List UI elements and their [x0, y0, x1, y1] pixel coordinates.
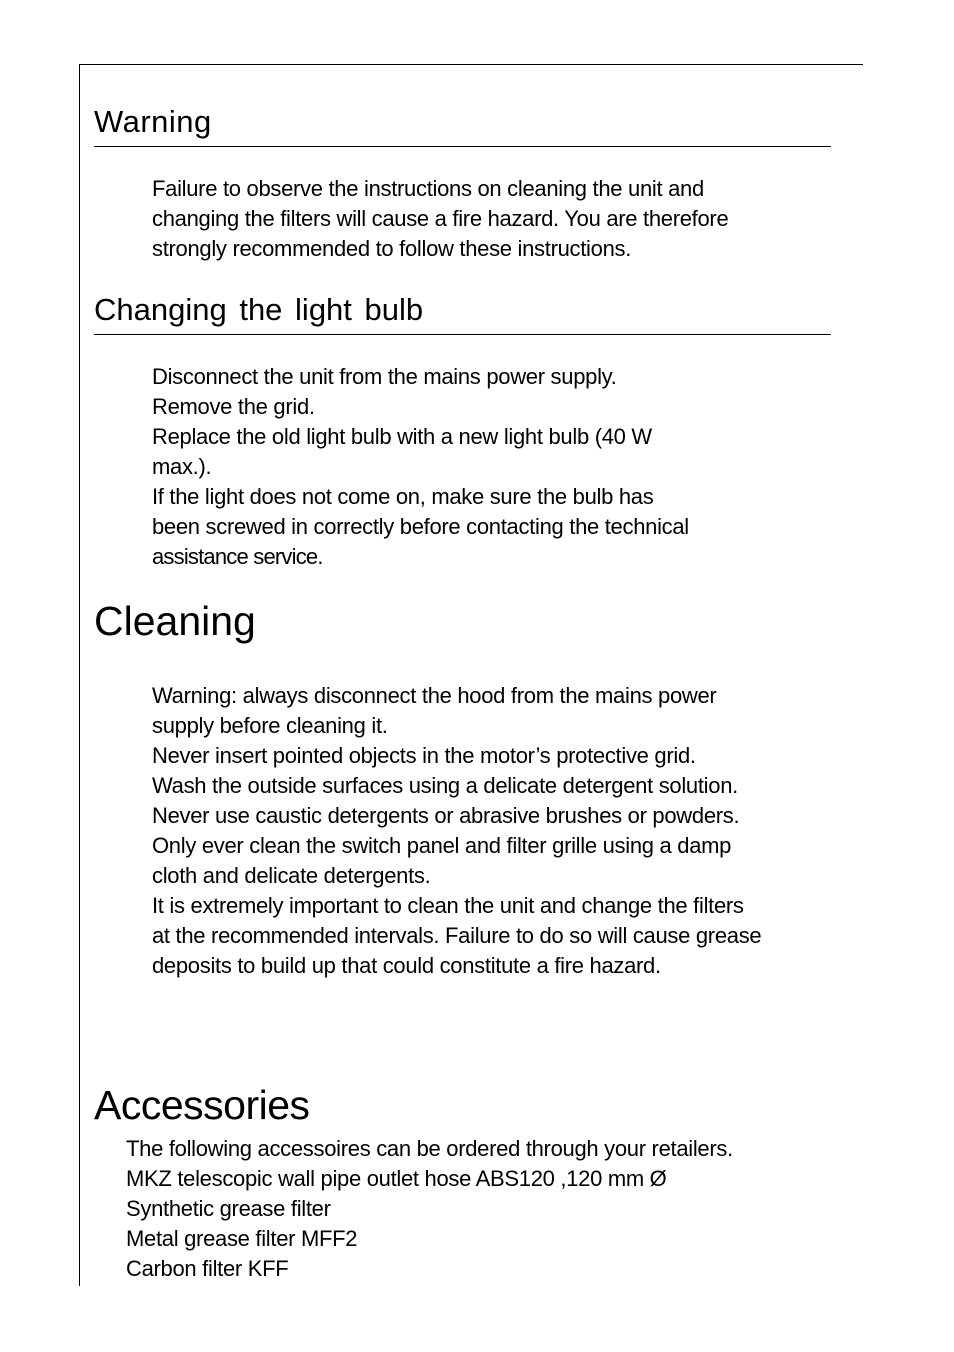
cleaning-line: Only ever clean the switch panel and filter grille using a damp	[152, 833, 732, 858]
cleaning-line: supply before cleaning it.	[152, 713, 388, 738]
warning-line: Failure to observe the instructions on cleaning the unit and	[152, 176, 704, 201]
light-bulb-line: Replace the old light bulb with a new light bulb (40 W	[152, 424, 652, 449]
cleaning-line: Warning: always disconnect the hood from the mains power	[152, 683, 717, 708]
accessories-line: MKZ telescopic wall pipe outlet hose ABS120 ,120 mm Ø	[126, 1166, 667, 1191]
warning-heading: Warning	[94, 104, 212, 139]
cleaning-heading: Cleaning	[94, 598, 256, 644]
accessories-line: Synthetic grease filter	[126, 1196, 331, 1221]
cleaning-line: at the recommended intervals. Failure to do so will cause grease	[152, 923, 762, 948]
light-bulb-text	[152, 362, 689, 572]
light-bulb-line: assistance service.	[152, 544, 323, 569]
cleaning-line: Wash the outside surfaces using a delicate detergent solution.	[152, 773, 738, 798]
warning-text	[152, 174, 728, 264]
cleaning-line: Never insert pointed objects in the motor’s protective grid.	[152, 743, 696, 768]
light-bulb-heading: Changing the light bulb	[94, 292, 424, 327]
page-frame-left-border	[79, 64, 80, 1286]
cleaning-line: deposits to build up that could constitute a fire hazard.	[152, 953, 661, 978]
cleaning-text	[152, 681, 761, 981]
warning-heading-rule	[94, 146, 831, 147]
warning-line: changing the filters will cause a fire hazard. You are therefore	[152, 206, 729, 231]
accessories-list	[126, 1134, 733, 1284]
light-bulb-line: Remove the grid.	[152, 394, 315, 419]
cleaning-line: Never use caustic detergents or abrasive brushes or powders.	[152, 803, 740, 828]
accessories-line: Carbon filter KFF	[126, 1256, 289, 1281]
accessories-line: The following accessoires can be ordered through your retailers.	[126, 1136, 733, 1161]
cleaning-line: cloth and delicate detergents.	[152, 863, 431, 888]
page-frame-top-border	[79, 64, 863, 65]
light-bulb-line: Disconnect the unit from the mains power supply.	[152, 364, 617, 389]
light-bulb-line: been screwed in correctly before contacting the technical	[152, 514, 689, 539]
light-bulb-heading-rule	[94, 334, 831, 335]
light-bulb-line: max.).	[152, 454, 212, 479]
warning-line: strongly recommended to follow these instructions.	[152, 236, 632, 261]
light-bulb-line: If the light does not come on, make sure the bulb has	[152, 484, 654, 509]
accessories-line: Metal grease filter MFF2	[126, 1226, 358, 1251]
accessories-heading: Accessories	[94, 1082, 310, 1128]
cleaning-line: It is extremely important to clean the unit and change the filters	[152, 893, 744, 918]
